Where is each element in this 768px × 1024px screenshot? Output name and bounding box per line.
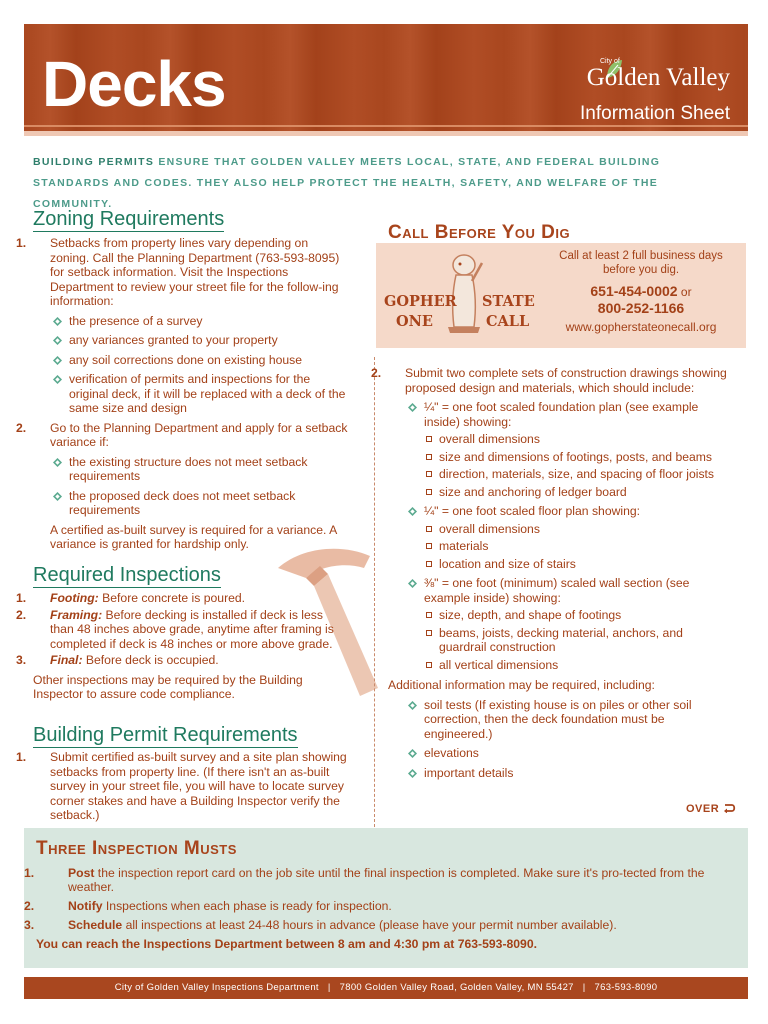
zoning-bullet-text: any variances granted to your property [69,333,278,347]
additional-item-text: elevations [424,746,479,760]
list-item [24,899,726,913]
plan-sub-text: materials [439,539,489,553]
intro-body: ENSURE THAT GOLDEN VALLEY MEETS LOCAL, STATE, AND FEDERAL BUILDING STANDARDS AND CODES. THEY ALSO HELP PROTECT THE HEALTH, SAFETY, AND WELFARE OF THE COMMUNITY. [33,156,661,210]
item-text: the inspection report card on the job site until the final inspection is completed. Make sure it's pro-tected from the weather. [68,866,705,894]
list-item [33,353,349,368]
plan-sub-text: location and size of stairs [439,556,576,571]
logo-word: GOPHER [384,293,457,310]
permit-item-2-text: Submit two complete sets of construction drawings showing proposed design and materials, which should include: [405,366,727,395]
list-item [16,591,349,606]
plan-item [388,504,733,519]
plan-sub-text: overall dimensions [439,432,540,446]
item-text: Before concrete is poured. [98,591,246,605]
list-item [388,432,733,447]
square-bullet-icon [426,543,432,549]
item-number: 3. [16,653,27,667]
list-item [388,608,733,623]
square-bullet-icon [426,436,432,442]
phone-1-number: 651-454-0002 [590,283,678,299]
page-title: Decks [42,48,226,120]
plan-sub-text: overall dimensions [439,521,540,536]
logo-text: Golden Valley [586,64,730,91]
list-item [388,626,733,655]
footer-dept: City of Golden Valley Inspections Department [114,982,319,993]
musts-list [24,866,726,951]
logo-word: STATE [482,293,535,310]
square-bullet-icon [426,471,432,477]
diamond-bullet-icon [53,492,62,501]
zoning-bullet-text: the presence of a survey [69,313,203,328]
logo-city-label: City of [600,58,620,65]
list-item [16,653,349,668]
square-bullet-icon [426,612,432,618]
zoning-heading: Zoning Requirements [33,208,225,230]
item-text: Before deck is occupied. [82,653,219,667]
zoning-note: A certified as-built survey is required for a variance. A variance is granted for hardship only. [50,522,337,551]
zoning-bullet-text: the proposed deck does not meet setback requirements [69,488,296,517]
list-item [24,918,726,932]
diamond-bullet-icon [53,356,62,365]
contact-statement: You can reach the Inspections Department between 8 am and 4:30 pm at 763-593-8090. [36,937,537,951]
footer-address: 7800 Golden Valley Road, Golden Valley, MN 55427 [339,982,574,993]
footer-phone: 763-593-8090 [594,982,658,993]
diamond-bullet-icon [53,317,62,326]
phone-2: 800-252-1166 [597,300,685,316]
square-bullet-icon [426,662,432,668]
list-item [388,658,733,673]
gopher-state-one-call-logo [384,257,534,337]
list-item [16,607,349,652]
permit-item-1-text: Submit certified as-built survey and a site plan showing setbacks from property line. (If there isn't an as-built survey in your street file, you will have to locate survey corner stakes and have a Building Inspector verify the setback.) [50,750,347,822]
item-number: 1. [24,866,35,880]
list-item [33,333,349,348]
square-bullet-icon [426,630,432,636]
plan-sub-text: all vertical dimensions [439,657,559,672]
list-item [388,539,733,554]
page-subtitle: Information Sheet [580,103,730,124]
square-bullet-icon [426,454,432,460]
plan-item [388,400,733,429]
inspection-musts-box [24,828,748,968]
golden-valley-logo [586,56,730,104]
list-item [388,698,733,742]
item-label: Framing: [50,607,103,622]
dig-website-link[interactable]: www.gopherstateonecall.org [565,320,717,334]
zoning-bullet-text: verification of permits and inspections for the original deck, if it will be replaced with a deck of the same size and design [69,372,346,415]
plan-label: ¼" = one foot scaled floor plan showing: [424,504,641,518]
item-text: all inspections at least 24-48 hours in advance (please have your permit number available). [122,918,617,932]
gopher-state-box [376,243,746,348]
logo-word: CALL [486,313,530,330]
phone-1 [546,283,736,299]
permit-item-1 [16,750,349,823]
musts-heading: Three Inspection Musts [36,838,237,859]
plan-sub-text: size, depth, and shape of footings [439,608,622,622]
additional-item-text: important details [424,765,514,780]
zoning-bullet-text: any soil corrections done on existing house [69,352,303,367]
zoning-item-1-text: Setbacks from property lines vary depending on zoning. Call the Planning Department (763-593-8095) for setback information. Visit the Inspections Department to review your street file for the follow-ing information: [50,236,340,308]
list-item [388,522,733,537]
list-item [33,372,349,416]
item-label: Final: [50,653,83,667]
item-text: Before decking is installed if deck is less than 48 inches above grade, anytime after framing is completed if deck is 48 inches or more above grade. [50,607,334,651]
footer: City of Golden Valley Inspections Department | 7800 Golden Valley Road, Golden Valley, MN 55427 | 763-593-8090 [24,977,748,999]
diamond-bullet-icon [408,507,417,516]
item-number: 1. [16,591,27,605]
plan-sub-text: direction, materials, size, and spacing of floor joists [439,467,715,481]
plan-item [388,576,733,605]
dig-heading: Call Before You Dig [388,222,571,243]
inspections-list [16,591,349,702]
header-rule [24,125,748,127]
plan-sub-text: beams, joists, decking material, anchors, and guardrail construction [439,625,683,654]
square-bullet-icon [426,526,432,532]
list-item [388,467,733,482]
header-banner [24,24,748,136]
diamond-bullet-icon [53,336,62,345]
call-text: Call at least 2 full business days before you dig. [559,250,723,276]
item-number: 3. [24,918,35,932]
plan-label: ⅜" = one foot (minimum) scaled wall section (see example inside) showing: [424,576,690,605]
item-text: Inspections when each phase is ready for inspection. [102,899,392,913]
inspections-note: Other inspections may be required by the Building Inspector to assure code compliance. [33,672,303,701]
list-item [33,455,349,484]
diamond-bullet-icon [408,701,417,710]
zoning-bullet-text: the existing structure does not meet setback requirements [69,454,308,483]
list-item [388,557,733,572]
square-bullet-icon [426,561,432,567]
list-item: 1. Submit certified as-built survey and a site plan showing setbacks from property line. (If there isn't an as-built survey in your street file, you will have to locate survey corner stakes and have a Building Inspector verify the setback.) [16,750,347,822]
list-item [388,450,733,465]
diamond-bullet-icon [53,375,62,384]
inspections-heading: Required Inspections [33,564,221,586]
diamond-bullet-icon [408,403,417,412]
zoning-item-2-text: Go to the Planning Department and apply for a setback variance if: [50,420,348,449]
list-item [388,766,733,781]
column-divider [374,357,375,827]
item-label: Notify [68,899,103,913]
item-label: Footing: [50,591,99,605]
zoning-list [16,236,349,552]
zoning-item-1: 1. Setbacks from property lines vary depending on zoning. Call the Planning Department (763-593-8095) for setback information. Visit the Inspections Department to review your street file for the follow-ing information: [16,236,340,308]
over-label [686,803,736,815]
list-item [24,866,726,894]
arrow-turn-icon [723,803,736,813]
list-item [33,314,349,329]
phone-or: or [677,285,692,299]
additional-item-text: soil tests (If existing house is on piles or other soil correction, then the deck foundation must be engineered.) [424,697,692,741]
over-text: OVER [686,803,720,815]
zoning-item-2: 2. Go to the Planning Department and apply for a setback variance if: [16,420,348,449]
additional-info-text: Additional information may be required, including: [388,678,655,692]
diamond-bullet-icon [408,749,417,758]
item-label: Schedule [68,918,123,932]
item-number: 2. [24,899,35,913]
plan-label: ¼" = one foot scaled foundation plan (see example inside) showing: [424,400,699,429]
diamond-bullet-icon [408,579,417,588]
intro-text [33,152,723,215]
item-label: Post [68,866,95,880]
plan-sub-text: size and anchoring of ledger board [439,484,627,499]
permit-heading: Building Permit Requirements [33,724,298,746]
diamond-bullet-icon [408,769,417,778]
permit-item-2 [371,366,733,780]
list-item [388,485,733,500]
list-item: 2. Submit two complete sets of construction drawings showing proposed design and materials, which should include: [371,366,727,395]
intro-highlight: BUILDING PERMITS [33,156,155,168]
list-item [388,746,733,761]
item-number: 2. [16,607,27,622]
diamond-bullet-icon [53,458,62,467]
plan-sub-text: size and dimensions of footings, posts, and beams [439,449,713,464]
square-bullet-icon [426,489,432,495]
list-item [33,489,349,518]
logo-word: ONE [396,313,433,330]
